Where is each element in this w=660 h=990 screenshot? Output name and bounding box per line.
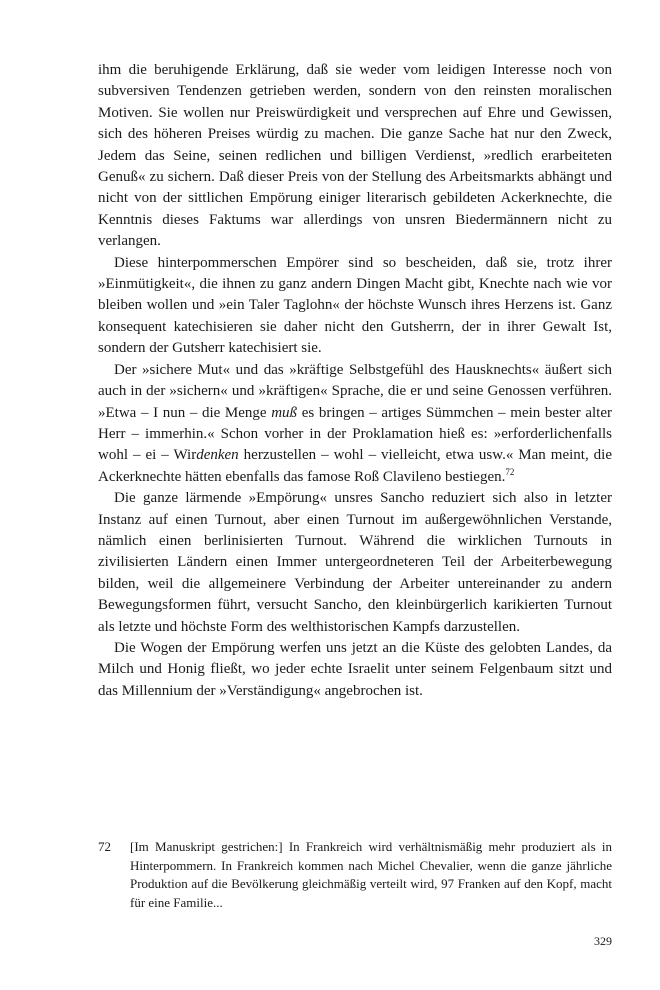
body-text <box>98 60 612 702</box>
paragraph-1 <box>98 60 612 253</box>
paragraph-3-emphasis-muss: muß <box>271 404 298 421</box>
paragraph-2 <box>98 253 612 360</box>
footnote-reference[interactable]: 72 <box>505 466 515 477</box>
paragraph-2-text: Diese hinterpommerschen Empörer sind so bescheiden, daß sie, trotz ihrer »Einmütigkeit«, die ihnen zu ganz andern Dingen Macht gibt, Knechte nach wie vor bleiben wollen und »ein Taler Taglohn« der höchste Wunsch ihres Herzens ist. Ganz konsequent katechisieren sie daher nicht den Gutsherrn, der in ihrer Gewalt Ist, sondern der Gutsherr katechisiert sie. <box>98 254 612 357</box>
paragraph-3-text-b: es bringen – artiges Sümmchen – mein bester alter Herr – immerhin.« Schon vorher in der Proklamation hieß es: »erforderlichenfalls wohl – ei – Wir <box>98 404 612 464</box>
page-number: 329 <box>594 934 612 948</box>
footnote-number: 72 <box>98 839 111 854</box>
paragraph-3-emphasis-denken: denken <box>196 447 239 464</box>
paragraph-5-text: Die Wogen der Empörung werfen uns jetzt an die Küste des gelobten Landes, da Milch und Honig fließt, wo jeder echte Israelit unter seinem Felgenbaum sitzt und das Millennium der »Verständigung« angebrochen ist. <box>98 639 612 699</box>
paragraph-5 <box>98 638 612 702</box>
footnote-text: [Im Manuskript gestrichen:] In Frankreich wird verhältnismäßig mehr produziert als in Hinterpommern. In Frankreich kommen nach Michel Chevalier, wenn die ganze jährliche Produktion auf die Bevölkerung gleichmäßig verteilt wird, 97 Franken auf den Kopf, macht für eine Familie... <box>130 839 612 910</box>
paragraph-3-text-c: herzustellen – wohl – vielleicht, etwa usw.« Man meint, die Ackerknechte hätten ebenfalls das famose Roß Clavileno bestiegen. <box>98 447 612 485</box>
paragraph-1-text: ihm die beruhigende Erklärung, daß sie weder vom leidigen Interesse noch von subversiven Tendenzen getrieben werden, sondern von den reinsten moralischen Motiven. Sie wollen nur Preiswürdigkeit und versprechen auf Ehre und Gewissen, sich des höheren Preises würdig zu machen. Die ganze Sache hat nur den Zweck, Jedem das Seine, seinen redlichen und billigen Verdienst, »redlich erarbeiteten Genuß« zu sichern. Daß dieser Preis von der Stellung des Arbeitsmarkts abhängt und nicht von der sittlichen Empörung einiger literarisch gebildeten Ackerknechte, die Kenntnis dieses Faktums war allerdings von unsren Biedermännern nicht zu verlangen. <box>98 62 612 250</box>
paragraph-3 <box>98 360 612 488</box>
paragraph-4-text: Die ganze lärmende »Empörung« unsres Sancho reduziert sich also in letzter Instanz auf einen Turnout, aber einen Turnout im außergewöhnlichen Verstande, nämlich einen berlinisierten Turnout. Während die wirklichen Turnouts in zivilisierten Ländern einen Immer untergeordneteren Teil der Arbeiterbewegung bilden, weil die allgemeinere Verbindung der Arbeiter untereinander zu andern Bewegungsformen führt, versucht Sancho, den kleinbürgerlich karikierten Turnout als letzte und höchste Form des welthistorischen Kampfs darzustellen. <box>98 490 612 635</box>
paragraph-3-text-a: Der »sichere Mut« und das »kräftige Selbstgefühl des Hausknechts« äußert sich auch in der »sichern« und »kräftigen« Sprache, die er und seine Genossen verführen. »Etwa – I nun – die Menge <box>98 361 612 421</box>
paragraph-4 <box>98 488 612 638</box>
footnote <box>98 838 612 912</box>
